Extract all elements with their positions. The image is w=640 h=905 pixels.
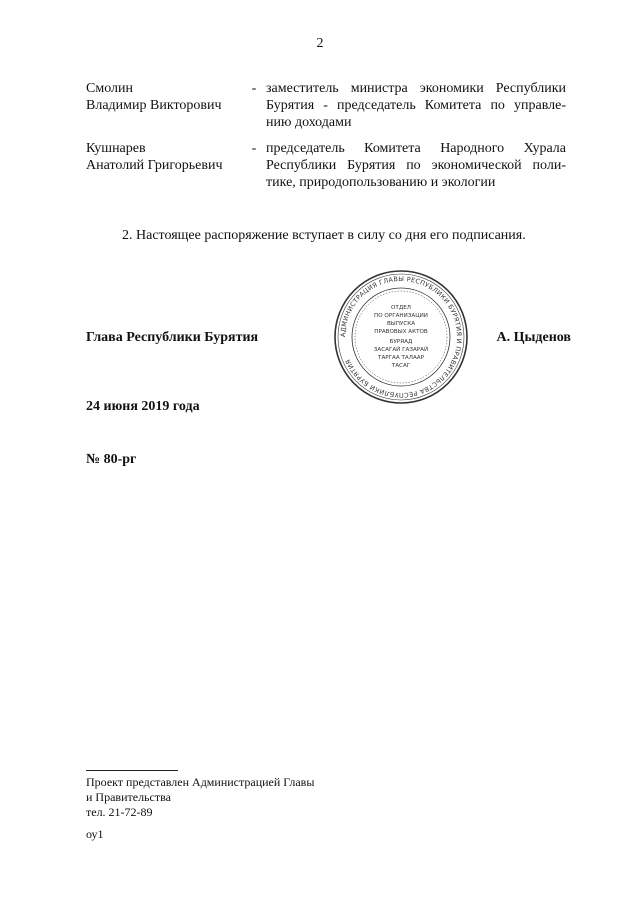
footnote-line: Проект представлен Администрацией Главы — [86, 775, 315, 789]
member-dash: - — [251, 141, 257, 156]
member-role — [266, 80, 566, 131]
member-name — [86, 80, 246, 114]
member-dash: - — [251, 81, 257, 96]
footnote-line: и Правительства — [86, 790, 171, 804]
member-given-names: Анатолий Григорьевич — [86, 158, 223, 173]
reference-code: оу1 — [86, 827, 104, 841]
seal-line: ЗАСАГАЙ ГАЗАРАЙ — [373, 347, 429, 353]
role-line: нию доходами — [266, 115, 352, 130]
role-line: председатель Комитета Народного Хурала — [266, 141, 566, 156]
page-number: 2 — [316, 36, 324, 51]
member-surname: Смолин — [86, 81, 133, 96]
member-name — [86, 140, 246, 174]
signing-date: 24 июня 2019 года — [86, 399, 200, 414]
footnote — [86, 775, 314, 820]
official-seal-icon — [333, 269, 469, 405]
clause-2: 2. Настоящее распоряжение вступает в силу со дня его подписания. — [122, 228, 526, 243]
member-role — [266, 140, 566, 191]
role-line: тике, природопользованию и экологии — [266, 175, 496, 190]
seal-outer-text: АДМИНИСТРАЦИЯ ГЛАВЫ РЕСПУБЛИКИ БУРЯТИЯ И ПРАВИТЕЛЬСТВА РЕСПУБЛИКИ БУРЯТИЯ — [338, 274, 464, 400]
signatory-name: А. Цыденов — [496, 330, 571, 345]
seal-line: ТАСАГ — [391, 363, 411, 369]
member-surname: Кушнарев — [86, 141, 146, 156]
role-line: Бурятия - председатель Комитета по управле- — [266, 98, 566, 113]
role-line: заместитель министра экономики Республики — [266, 81, 566, 96]
svg-text:АДМИНИСТРАЦИЯ ГЛАВЫ РЕСПУБЛИКИ — [339, 275, 463, 399]
signatory-title: Глава Республики Бурятия — [86, 330, 259, 345]
member-given-names: Владимир Викторович — [86, 98, 222, 113]
seal-line: ВЫПУСКА — [386, 321, 416, 327]
role-line: Республики Бурятия по экономической поли- — [266, 158, 566, 173]
footnote-divider — [86, 770, 178, 771]
footnote-line: тел. 21-72-89 — [86, 805, 153, 819]
seal-line: ТАРГАА ТАЛААР — [378, 355, 424, 361]
seal-line: БУРЯАД — [389, 339, 413, 345]
document-number: № 80-рг — [86, 452, 137, 467]
seal-line: ПО ОРГАНИЗАЦИИ — [374, 313, 428, 319]
seal-line: ОТДЕЛ — [391, 305, 411, 311]
seal-line: ПРАВОВЫХ АКТОВ — [374, 329, 428, 335]
